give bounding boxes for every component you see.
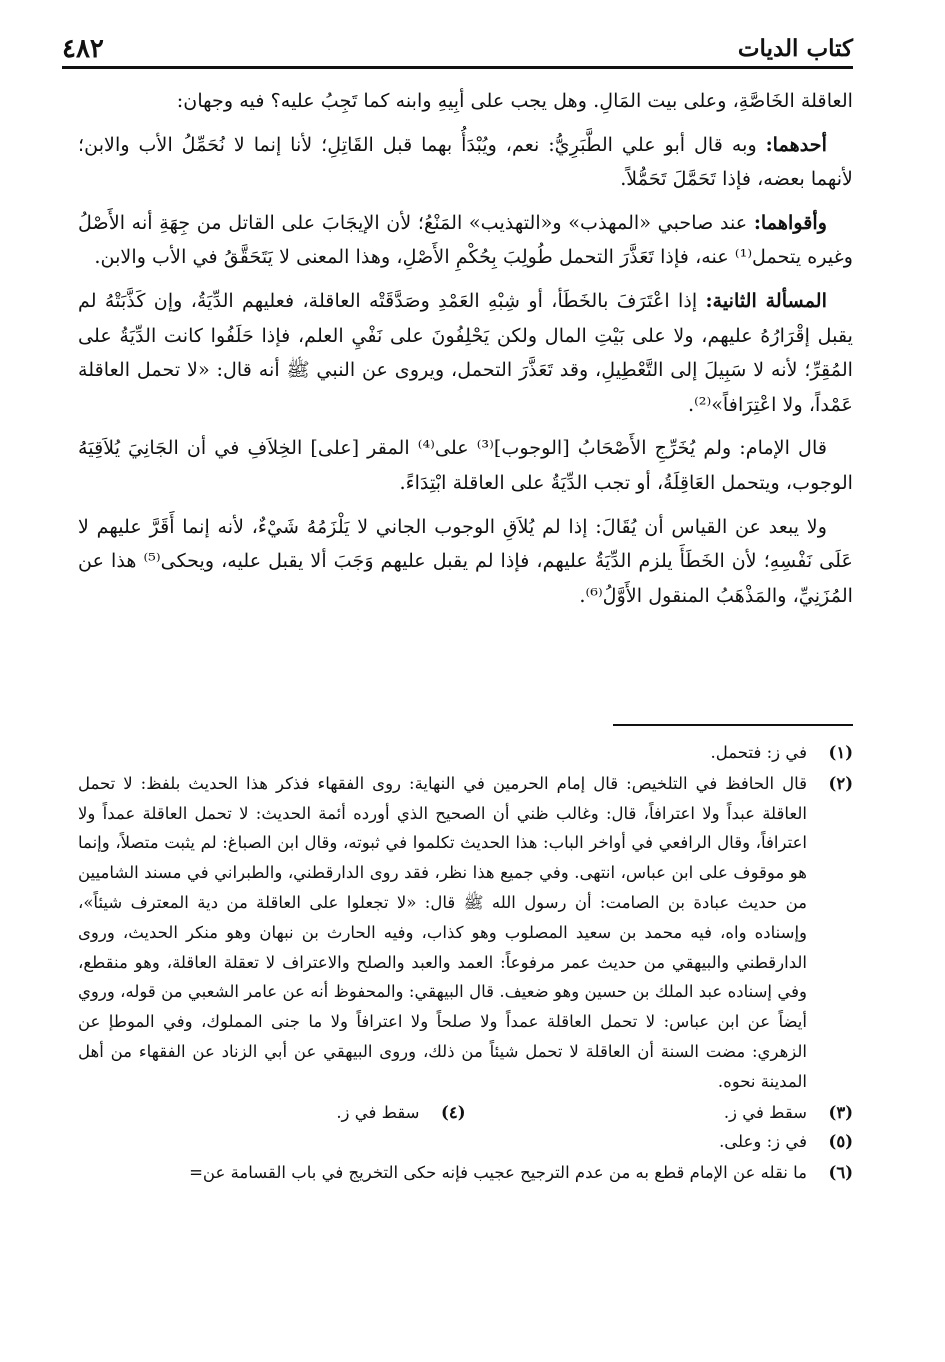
paragraph-1: العاقلة الخَاصَّةِ، وعلى بيت المَالِ. وهل يجب على أبِيهِ وابنه كما تَجِبُ عليه؟ فيه وجهان: xyxy=(176,89,853,112)
footnote-1 xyxy=(78,738,853,768)
paragraph-3 xyxy=(78,206,853,275)
paragraph-4-lead: المسألة الثانية: xyxy=(705,288,827,312)
footnote-text: في ز: فتحمل. xyxy=(710,743,807,762)
page-header xyxy=(62,26,853,69)
footnote-number: (٣) xyxy=(828,1102,853,1122)
footnote-number: (٥) xyxy=(828,1132,853,1152)
paragraph-3-lead: وأقواهما: xyxy=(753,210,827,234)
page-number: ٤٨٢ xyxy=(62,34,104,64)
footnote-number: (١) xyxy=(828,743,853,762)
footnotes-3-4 xyxy=(78,1098,853,1128)
paragraph-2-text: وبه قال أبو علي الطَّبَرِيُّ: نعم، ويُبْدَأُ بهما قبل القَاتِلِ؛ لأنا إنما لا نُحَمِّلُ الأب والابن؛ لأنهما بعضه، فإذا تَحَمَّلَ تَحَمُّلاً. xyxy=(78,132,853,191)
footnote-5 xyxy=(78,1127,853,1157)
paragraph-5: قال الإمام: ولم يُخَرِّجِ الأَصْحَابُ [الوجوب]⁽³⁾ على⁽⁴⁾ المقر [على] الخِلاَفِ في أن الجَانِيَ يُلاَقِيَهُ الوجوب، ويتحمل العَاقِلَةُ، أو تجب الدِّيَةُ على العاقلة ابْتِدَاءً. xyxy=(78,436,853,494)
footnote-3 xyxy=(466,1098,854,1128)
paragraph-4 xyxy=(78,284,853,422)
footnote-number: (٦) xyxy=(828,1163,853,1183)
footnote-6 xyxy=(78,1158,853,1188)
paragraph-4-text: إذا اعْتَرَفَ بالخَطَأ، أو شِبْهِ العَمْدِ وصَدَّقَتْه العاقلة، فعليهم الدِّيَةُ، وإن كَذَّبَتْهُ لم يقبل إقْرَارُهُ عليهم، ولا على بَيْتِ المال ولكن يَحْلِفُونَ على نَفْيِ العلم، فإذا حَلَفُوا كانت الدِّيَةُ على المُقِرِّ؛ لأنه لا سَبِيلَ إلى التَّعْطِيلِ، وقد تَعَذَّرَ التحمل، ويروى عن النبي ﷺ أنه قال: «لا تحمل العاقلة عَمْداً، ولا اعْتِرَافاً»⁽²⁾. xyxy=(78,288,853,416)
paragraph-2 xyxy=(78,128,853,197)
footnote-text: سقط في ز. xyxy=(336,1102,420,1122)
footnote-text: في ز: وعلى. xyxy=(719,1132,807,1152)
book-title: كتاب الديات xyxy=(737,35,853,62)
paragraph-6: ولا يبعد عن القياس أن يُقَالَ: إذا لم يُلاَقِ الوجوب الجاني لا يَلْزَمُهُ شَيْءٌ، لأنه إنما أَقَرَّ عليهم لا عَلَى نَفْسِهِ؛ لأن الخَطَأَ يلزم الدِّيَةُ عليهم، فإذا لم يقبل عليهم وَجَبَ ألا يقبل عليه، ويحكى⁽⁵⁾ هذا عن المُزَنِيِّ، والمَذْهَبُ المنقول الأَوَّلُ⁽⁶⁾. xyxy=(78,514,853,607)
footnote-4 xyxy=(78,1098,466,1128)
footnote-2 xyxy=(78,769,853,1097)
footnote-text: ما نقله عن الإمام قطع به من عدم الترجيح عجيب فإنه حكى التخريج في باب القسامة عن= xyxy=(189,1163,807,1183)
footnote-separator xyxy=(613,724,853,726)
paragraph-3-text: عند صاحبي «المهذب» و«التهذيب» المَنْعُ؛ لأن الإيجَابَ على القاتل من جِهَةِ أنه الأَصْلُ وغيره يتحمل⁽¹⁾ عنه، فإذا تَعَذَّرَ التحمل طُولِبَ بِحُكْمِ الأَصْلِ، وهذا المعنى لا يَتَحَقَّقُ في الأب والابن. xyxy=(78,210,853,269)
main-text xyxy=(78,84,853,622)
footnotes xyxy=(78,738,853,1189)
footnote-text: قال الحافظ في التلخيص: قال إمام الحرمين في النهاية: روى الفقهاء فذكر هذا الحديث بلفظ: لا تحمل العاقلة عبداً ولا اعترافاً، قال: وغالب ظني أن الصحيح الذي أورده أئمة الحديث: لا تحمل العاقلة عمداً ولا اعترافاً، وقال الرافعي في أواخر الباب: هذا الحديث تكلموا في ثبوته، وقال ابن الصباغ: لم يثبت متصلاً، وإنما هو موقوف على ابن عباس، انتهى. وفي جميع هذا نظر، فقد روى الدارقطني، والطبراني في مسند الشاميين من حديث عبادة بن الصامت: أن رسول الله ﷺ قال: «لا تجعلوا على العاقلة من دية المعترف شيئاً»، وإسناده واه، فيه محمد بن سعيد المصلوب وهو كذاب، وفيه الحارث بن نبهان وهو منكر الحديث، وروى الدارقطني والبيهقي من حديث عمر مرفوعاً: العمد والعبد والصلح والاعتراف لا تعقلة العاقلة، وهو منقطع، وفي إسناده عبد الملك بن حسين وهو ضعيف. قال البيهقي: والمحفوظ أنه عن عامر الشعبي من قوله، وروي أيضاً عن ابن عباس: لا تحمل العاقلة عمداً ولا صلحاً ولا اعترافاً ولا ما جنى المملوك، وفي الموطإ عن الزهري: مضت السنة أن العاقلة لا تحمل شيئاً من ذلك، وروى البيهقي عن أبي الزناد عن الفقهاء من أهل المدينة نحوه. xyxy=(78,773,807,1091)
footnote-text: سقط في ز. xyxy=(723,1102,807,1122)
footnote-number: (٢) xyxy=(828,773,853,793)
paragraph-2-lead: أحدهما: xyxy=(765,132,827,156)
footnote-number: (٤) xyxy=(441,1102,466,1122)
